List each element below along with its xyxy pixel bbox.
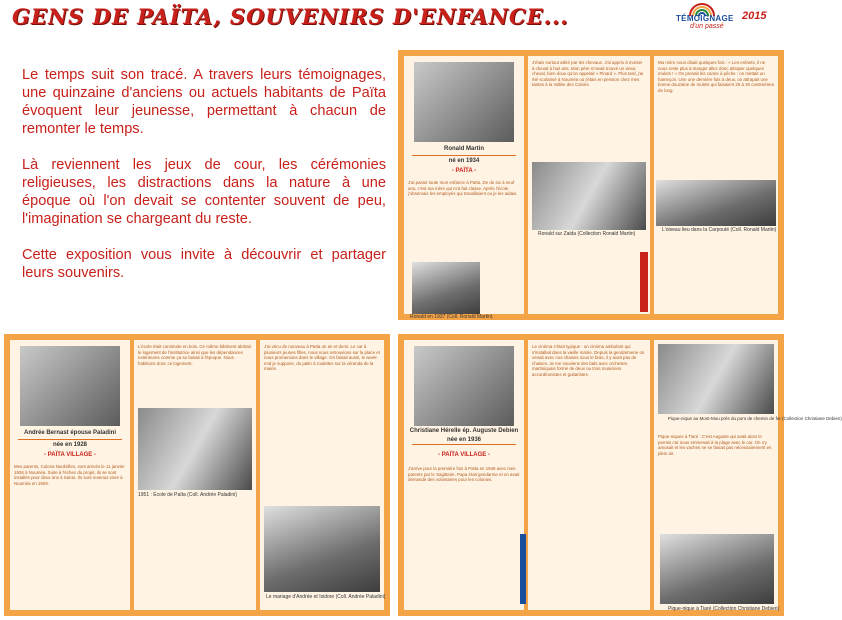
wedding-photo (264, 506, 380, 592)
temoignage-logo (676, 4, 732, 30)
birth-year: née en 1928 (52, 442, 88, 448)
portrait-photo (414, 346, 514, 426)
village-label: - PAÏTA VILLAGE - (438, 452, 490, 458)
person-name: Christiane Hérelle ép. Auguste Debien (409, 428, 519, 434)
birth-year: né en 1934 (448, 158, 480, 164)
village-label: - PAÏTA - (451, 168, 477, 174)
panel3-text-1: J'arrive pour la première fois à Païta en 1946 avec mes parents par le Sagittaire. Papa était gendarme et on avait demandé des volontaires pour les colonies. (408, 466, 520, 483)
dance-photo (658, 344, 774, 414)
intro-paragraph-3: Cette exposition vous invite à découvrir et partager leurs souvenirs. (22, 247, 386, 281)
panel-andree-bernast (4, 334, 390, 616)
group-photo-caption: Pique-nique à Tiaré (Collection Christiane Debien) (668, 606, 780, 612)
car-photo-caption: Ronald sur Zaida (Collection Ronald Martin) (538, 231, 636, 237)
panel3-text-3: Pique-niques à Tiaré : C'est Auguste qui avait alors le permis car nous emmenait à la plage avec le car. On s'y amusait et les vaches ne se faisait pas nécessairement en plein air. (658, 434, 772, 456)
wedding-photo-caption: Le mariage d'Andrée et Isidore (Coll. Andrée Paladini) (266, 594, 386, 600)
school-photo (138, 408, 252, 490)
portrait-photo (414, 62, 514, 142)
person-name: Andrée Bernast épouse Paladini (23, 430, 117, 436)
panel1-text-3: Ma mère nous disait quelques fois : « Les enfants, il ne nous reste plus à manger allez donc attraper quelques mulets ! » On prenait les canne à pêche : on mettait un hameçon. Une une dernière fois à deux, on attrapait une bonne douzaine de mulets qui faisaient 25 à 30 centimètres de long. (658, 60, 774, 93)
birth-year: née en 1936 (446, 437, 482, 443)
panel3-text-2: Le cinéma c'était typique : un cinéma ambulant qui s'installait dans la vieille mairie. Depuis la gendarmerie on venait avec nos chaises sous le bras, il y avait pas de chaises. Je me souviens des bals avec orchestre martiniquais formé de deux ou trois musiciens accordéonistes et guitaristes. (532, 344, 645, 377)
panel-christiane-herelle (398, 334, 842, 616)
divider (18, 439, 122, 440)
person-name: Ronald Martin (444, 146, 484, 152)
logo-word: TÉMOIGNAGE (676, 14, 734, 23)
panel2-text-1: Mes parents, Colona Nordsilles, sont arrivés le 11 janvier 1926 à Nouméa. Suite à l'échec du projet, ils se sont installés pour deux ans à Santo. Ils sont revenus vivre à Nouméa en 1929. (14, 464, 125, 486)
panel-ronald-martin (398, 50, 784, 320)
logo-subtitle: d'un passé (690, 23, 724, 30)
intro-paragraph-2: Là reviennent les jeux de cour, les cérémonies religieuses, les distractions dans la nature à une époque où l'on devait se contenter souvent de peu, l'imagination se chargeant du reste. (22, 157, 386, 227)
panel2-text-2: L'école était construite en bois. Ce même bâtiment abritait le logement de l'institutrice ainsi que les dépendances extérieures comme ça se faisait à l'époque. Nous habitions donc ce logement. (138, 344, 251, 366)
year-label: 2015 (742, 10, 767, 22)
child-photo-caption: Ronald en 1937 (Coll. Ronald Martin) (410, 314, 493, 320)
panel2-text-3: J'ai vécu de nouveau à Païta un an et demi. Le car à plusieurs jeunes filles, nous nous retrouvions sur la place et nous promenions dans le village. On faisait aussi, le week-end je suppose, du patin à roulettes sur la véranda de la mairie. (264, 344, 380, 372)
child-photo (412, 262, 480, 314)
intro-text (22, 66, 386, 300)
pool-photo-caption: L'oiseau lieu dans la Carpouté (Coll. Ronald Martin) (662, 227, 777, 233)
divider (412, 155, 516, 156)
page-title: GENS DE PAÏTA, SOUVENIRS D'ENFANCE... (12, 4, 569, 29)
dance-photo-caption: Pique-nique au Mont-Mou près du pont de chemin de fer (Collection Christiane Debien) (668, 416, 842, 421)
panel1-text-2: J'étais surtout attiré par les chevaux. J'ai appris à monter à cheval à huit ans. Mon père m'avait trouvé un vieux cheval, bien doux qu'on appelait « Pinard ». Plus tard, j'ai été scolarisé à Nouméa où j'étais en pension chez mes tantes à la Vallée des Colons. (532, 60, 644, 88)
pool-photo (656, 180, 776, 226)
panel1-text-1: J'ai passé toute mon enfance à Païta. De de six à neuf ans, c'est ma mère qui m'a fait classe. Après l'école, j'observais les employés qui travaillaient ou je les aidais. (408, 180, 518, 197)
group-photo (660, 534, 774, 604)
blue-side-strip (520, 534, 526, 604)
red-side-strip (640, 252, 648, 312)
school-photo-caption: 1951 : École de Païta (Coll. Andrée Paladini) (138, 492, 237, 498)
car-photo (532, 162, 646, 230)
village-label: - PAÏTA VILLAGE - (44, 452, 96, 458)
divider (412, 444, 516, 445)
portrait-photo (20, 346, 120, 426)
intro-paragraph-1: Le temps suit son tracé. A travers leurs témoignages, une quinzaine d'anciens ou actuels habitants de Païta évoquent leur jeunesse, permettant à chacun de remonter le temps. (22, 67, 386, 137)
